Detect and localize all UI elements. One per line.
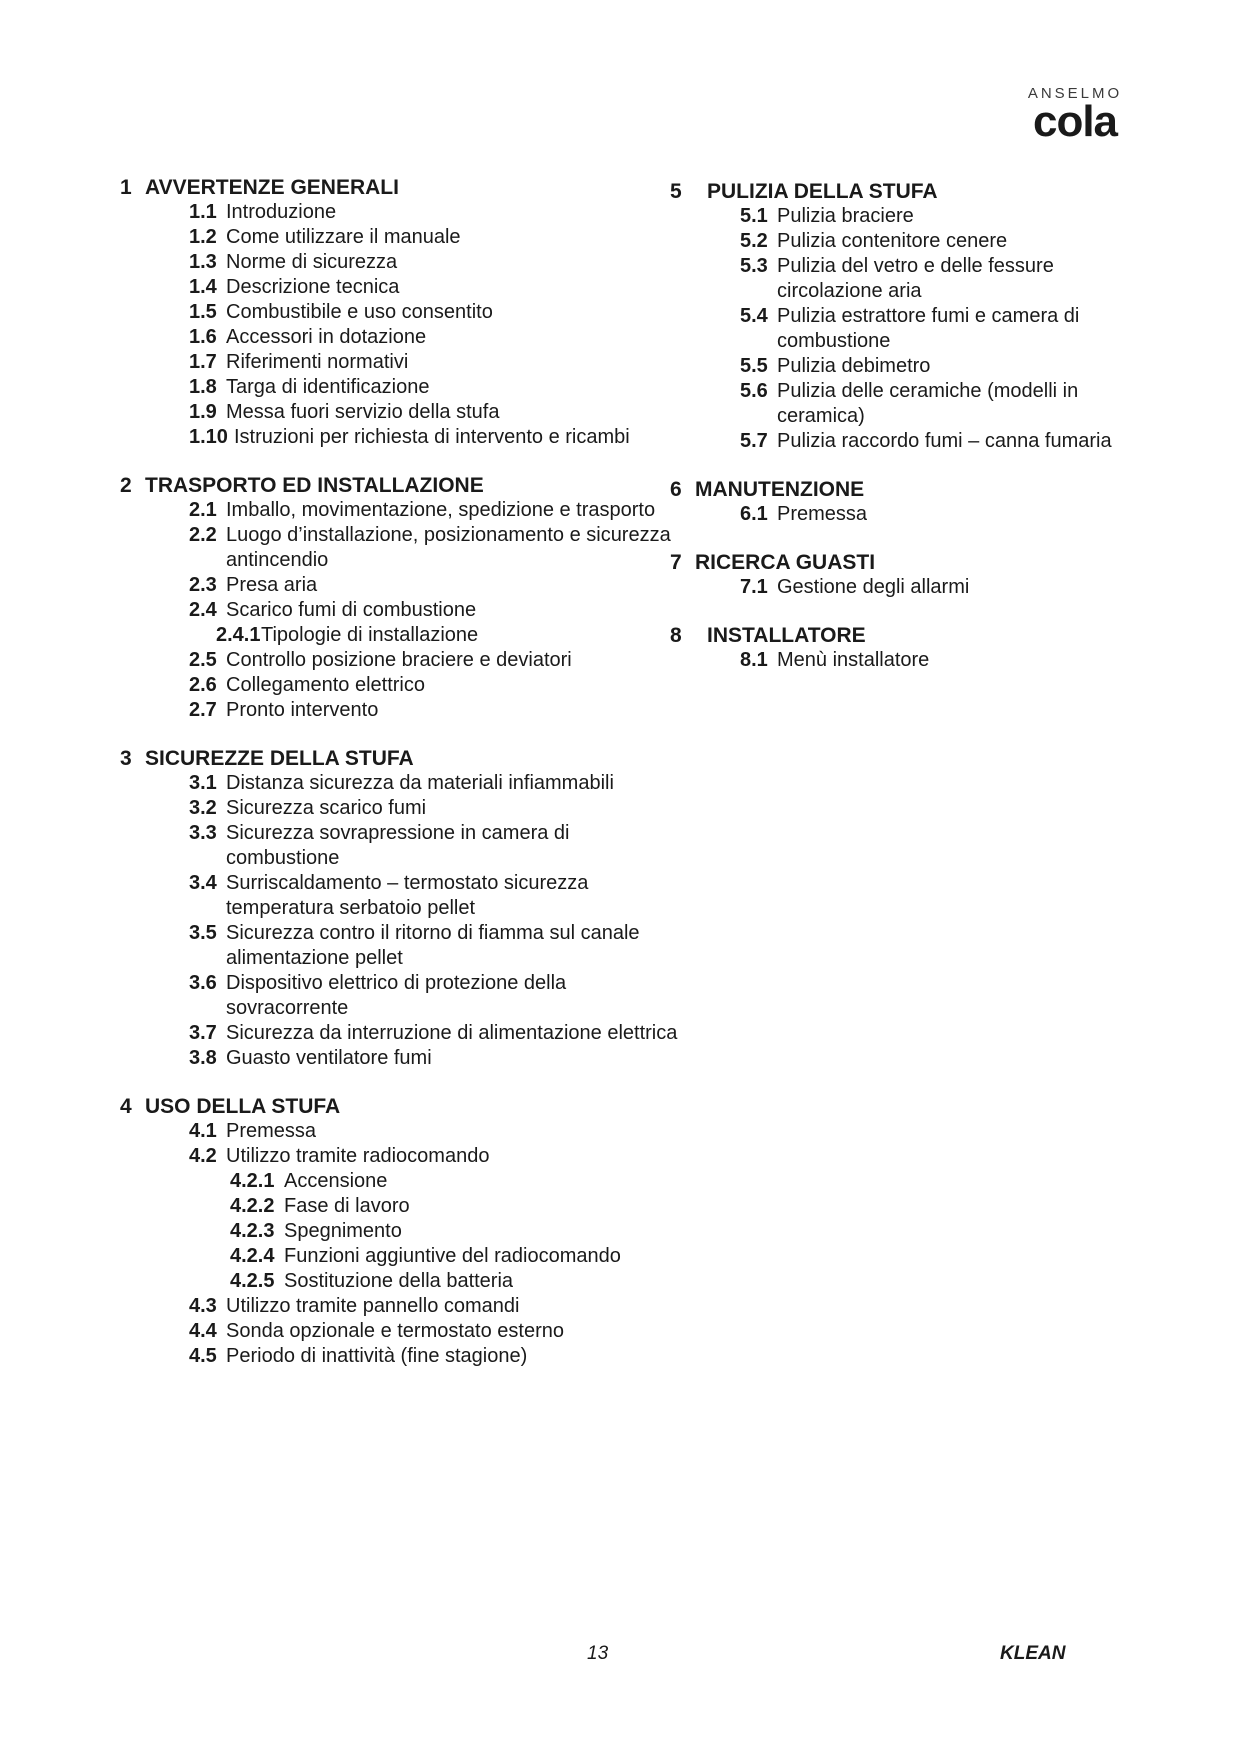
toc-entry[interactable] <box>670 354 1120 379</box>
entry-text: Targa di identificazione <box>226 376 430 398</box>
toc-entry[interactable] <box>670 648 1120 673</box>
section-title: MANUTENZIONE <box>695 478 865 501</box>
section-number: 1 <box>120 176 132 199</box>
toc-entry[interactable] <box>120 598 680 623</box>
entry-text: Pulizia delle ceramiche (modelli in ceramica) <box>777 380 1079 427</box>
entry-number: 2.4 <box>189 599 217 621</box>
toc-right-column <box>670 180 1120 697</box>
toc-entry[interactable] <box>670 429 1120 454</box>
toc-entry[interactable] <box>120 250 680 275</box>
entry-number: 3.1 <box>189 772 217 794</box>
toc-left-column <box>120 176 680 1393</box>
section-title: AVVERTENZE GENERALI <box>145 176 399 199</box>
toc-entry[interactable] <box>120 350 680 375</box>
page-number: 13 <box>587 1643 609 1664</box>
entry-text: Distanza sicurezza da materiali infiammabili <box>226 772 614 794</box>
entry-number: 5.1 <box>740 205 768 227</box>
entry-number: 7.1 <box>740 576 768 598</box>
section-number: 8 <box>670 624 682 647</box>
entry-number: 6.1 <box>740 503 768 525</box>
entry-number: 4.1 <box>189 1120 217 1142</box>
entry-number: 2.4.1 <box>216 624 261 646</box>
entry-number: 1.6 <box>189 326 217 348</box>
entry-number: 4.2.1 <box>230 1170 275 1192</box>
toc-entry[interactable] <box>120 648 680 673</box>
entry-number: 2.5 <box>189 649 217 671</box>
toc-entry[interactable] <box>120 971 680 1021</box>
entry-text: Menù installatore <box>777 649 930 671</box>
toc-entry[interactable] <box>670 304 1120 354</box>
section-heading[interactable] <box>120 747 680 771</box>
entry-number: 1.9 <box>189 401 217 423</box>
entry-text: Descrizione tecnica <box>226 276 400 298</box>
entry-text: Sicurezza contro il ritorno di fiamma sul canale alimentazione pellet <box>226 922 640 969</box>
toc-entry[interactable] <box>120 325 680 350</box>
entry-text: Combustibile e uso consentito <box>226 301 493 323</box>
toc-entry[interactable] <box>120 1021 680 1046</box>
entry-text: Istruzioni per richiesta di intervento e ricambi <box>234 426 630 448</box>
toc-entry[interactable] <box>120 1194 680 1219</box>
entry-number: 1.7 <box>189 351 217 373</box>
logo-top-text: ANSELMO <box>1027 85 1123 102</box>
toc-entry[interactable] <box>120 425 680 450</box>
entry-number: 4.2 <box>189 1145 217 1167</box>
entry-number: 5.4 <box>740 305 768 327</box>
entry-number: 1.1 <box>189 201 217 223</box>
toc-entry[interactable] <box>120 225 680 250</box>
toc-section <box>670 624 1120 673</box>
toc-entry[interactable] <box>120 1319 680 1344</box>
model-name: KLEAN <box>1000 1643 1066 1664</box>
entry-number: 4.5 <box>189 1345 217 1367</box>
entry-number: 5.5 <box>740 355 768 377</box>
section-title: INSTALLATORE <box>707 624 866 647</box>
entry-text: Pulizia del vetro e delle fessure circolazione aria <box>777 255 1054 302</box>
entry-number: 5.2 <box>740 230 768 252</box>
toc-section <box>670 551 1120 600</box>
entry-text: Riferimenti normativi <box>226 351 409 373</box>
section-title: PULIZIA DELLA STUFA <box>707 180 938 203</box>
entry-number: 1.10 <box>189 426 228 448</box>
toc-entry[interactable] <box>670 204 1120 229</box>
toc-entry[interactable] <box>120 1169 680 1194</box>
entry-text: Pulizia debimetro <box>777 355 931 377</box>
entry-text: Controllo posizione braciere e deviatori <box>226 649 572 671</box>
toc-entry[interactable] <box>120 921 680 971</box>
toc-entry[interactable] <box>120 375 680 400</box>
toc-section <box>670 478 1120 527</box>
entry-number: 3.8 <box>189 1047 217 1069</box>
entry-number: 3.2 <box>189 797 217 819</box>
toc-entry[interactable] <box>120 623 680 648</box>
entry-number: 1.4 <box>189 276 217 298</box>
toc-entry[interactable] <box>120 200 680 225</box>
entry-text: Accensione <box>284 1170 388 1192</box>
section-heading[interactable] <box>120 1095 680 1119</box>
toc-section <box>120 176 680 450</box>
entry-number: 5.6 <box>740 380 768 402</box>
entry-number: 4.2.4 <box>230 1245 275 1267</box>
entry-number: 3.6 <box>189 972 217 994</box>
entry-text: Norme di sicurezza <box>226 251 398 273</box>
entry-number: 5.3 <box>740 255 768 277</box>
entry-text: Pulizia raccordo fumi – canna fumaria <box>777 430 1112 452</box>
entry-text: Dispositivo elettrico di protezione della sovracorrente <box>226 972 567 1019</box>
toc-entry[interactable] <box>670 575 1120 600</box>
toc-entry[interactable] <box>120 1269 680 1294</box>
entry-text: Pulizia contenitore cenere <box>777 230 1008 252</box>
section-title: TRASPORTO ED INSTALLAZIONE <box>145 474 484 497</box>
entry-text: Funzioni aggiuntive del radiocomando <box>284 1245 621 1267</box>
entry-text: Premessa <box>777 503 868 525</box>
entry-number: 1.5 <box>189 301 217 323</box>
entry-number: 3.3 <box>189 822 217 844</box>
toc-entry[interactable] <box>670 502 1120 527</box>
entry-text: Collegamento elettrico <box>226 674 425 696</box>
entry-text: Pulizia braciere <box>777 205 914 227</box>
toc-entry[interactable] <box>670 379 1120 429</box>
section-title: RICERCA GUASTI <box>695 551 876 574</box>
entry-text: Fase di lavoro <box>284 1195 410 1217</box>
entry-text: Sicurezza sovrapressione in camera di combustione <box>226 822 570 869</box>
toc-entry[interactable] <box>120 1344 680 1369</box>
toc-entry[interactable] <box>120 1119 680 1144</box>
toc-entry[interactable] <box>120 1219 680 1244</box>
entry-number: 4.3 <box>189 1295 217 1317</box>
section-title: SICUREZZE DELLA STUFA <box>145 747 414 770</box>
toc-entry[interactable] <box>120 698 680 723</box>
section-number: 3 <box>120 747 132 770</box>
brand-logo <box>1020 85 1130 146</box>
entry-number: 5.7 <box>740 430 768 452</box>
section-heading[interactable] <box>120 474 680 498</box>
entry-text: Pulizia estrattore fumi e camera di combustione <box>777 305 1080 352</box>
section-title: USO DELLA STUFA <box>145 1095 341 1118</box>
entry-number: 2.2 <box>189 524 217 546</box>
entry-number: 3.5 <box>189 922 217 944</box>
entry-text: Introduzione <box>226 201 337 223</box>
logo-main-text: cola <box>1032 97 1118 146</box>
toc-entry[interactable] <box>120 796 680 821</box>
entry-text: Gestione degli allarmi <box>777 576 970 598</box>
entry-text: Premessa <box>226 1120 317 1142</box>
entry-number: 4.2.2 <box>230 1195 275 1217</box>
toc-entry[interactable] <box>120 1046 680 1071</box>
toc-entry[interactable] <box>120 1294 680 1319</box>
entry-text: Come utilizzare il manuale <box>226 226 461 248</box>
section-heading[interactable] <box>670 180 1120 204</box>
entry-number: 3.7 <box>189 1022 217 1044</box>
entry-text: Sicurezza scarico fumi <box>226 797 427 819</box>
toc-entry[interactable] <box>120 821 680 871</box>
toc-section <box>120 747 680 1071</box>
entry-text: Periodo di inattività (fine stagione) <box>226 1345 528 1367</box>
toc-section <box>120 1095 680 1369</box>
toc-entry[interactable] <box>120 871 680 921</box>
toc-entry[interactable] <box>120 300 680 325</box>
toc-entry[interactable] <box>670 254 1120 304</box>
section-number: 6 <box>670 478 682 501</box>
entry-text: Imballo, movimentazione, spedizione e trasporto <box>226 499 656 521</box>
toc-section <box>670 180 1120 454</box>
toc-entry[interactable] <box>120 673 680 698</box>
toc-entry[interactable] <box>120 498 680 523</box>
entry-number: 8.1 <box>740 649 768 671</box>
entry-number: 1.3 <box>189 251 217 273</box>
entry-number: 2.6 <box>189 674 217 696</box>
entry-number: 2.7 <box>189 699 217 721</box>
section-heading[interactable] <box>670 551 1120 575</box>
toc-entry[interactable] <box>120 573 680 598</box>
entry-text: Sonda opzionale e termostato esterno <box>226 1320 564 1342</box>
entry-number: 2.1 <box>189 499 217 521</box>
entry-text: Tipologie di installazione <box>261 624 479 646</box>
entry-number: 3.4 <box>189 872 217 894</box>
entry-number: 1.8 <box>189 376 217 398</box>
toc-entry[interactable] <box>120 1144 680 1169</box>
toc-section <box>120 474 680 723</box>
entry-number: 4.2.3 <box>230 1220 275 1242</box>
entry-text: Scarico fumi di combustione <box>226 599 477 621</box>
entry-text: Accessori in dotazione <box>226 326 427 348</box>
entry-text: Surriscaldamento – termostato sicurezza temperatura serbatoio pellet <box>226 872 589 919</box>
section-heading[interactable] <box>120 176 680 200</box>
entry-text: Pronto intervento <box>226 699 379 721</box>
section-heading[interactable] <box>670 478 1120 502</box>
entry-text: Utilizzo tramite radiocomando <box>226 1145 490 1167</box>
entry-text: Luogo d’installazione, posizionamento e sicurezza antincendio <box>226 524 671 571</box>
entry-number: 4.4 <box>189 1320 217 1342</box>
entry-text: Presa aria <box>226 574 318 596</box>
toc-entry[interactable] <box>120 771 680 796</box>
section-number: 2 <box>120 474 132 497</box>
toc-entry[interactable] <box>120 275 680 300</box>
section-heading[interactable] <box>670 624 1120 648</box>
entry-text: Spegnimento <box>284 1220 402 1242</box>
entry-text: Messa fuori servizio della stufa <box>226 401 500 423</box>
toc-entry[interactable] <box>120 523 680 573</box>
entry-text: Guasto ventilatore fumi <box>226 1047 432 1069</box>
toc-entry[interactable] <box>670 229 1120 254</box>
entry-number: 1.2 <box>189 226 217 248</box>
entry-number: 4.2.5 <box>230 1270 275 1292</box>
entry-number: 2.3 <box>189 574 217 596</box>
section-number: 7 <box>670 551 682 574</box>
section-number: 5 <box>670 180 682 203</box>
section-number: 4 <box>120 1095 132 1118</box>
toc-entry[interactable] <box>120 1244 680 1269</box>
entry-text: Utilizzo tramite pannello comandi <box>226 1295 520 1317</box>
toc-entry[interactable] <box>120 400 680 425</box>
entry-text: Sicurezza da interruzione di alimentazione elettrica <box>226 1022 678 1044</box>
entry-text: Sostituzione della batteria <box>284 1270 514 1292</box>
